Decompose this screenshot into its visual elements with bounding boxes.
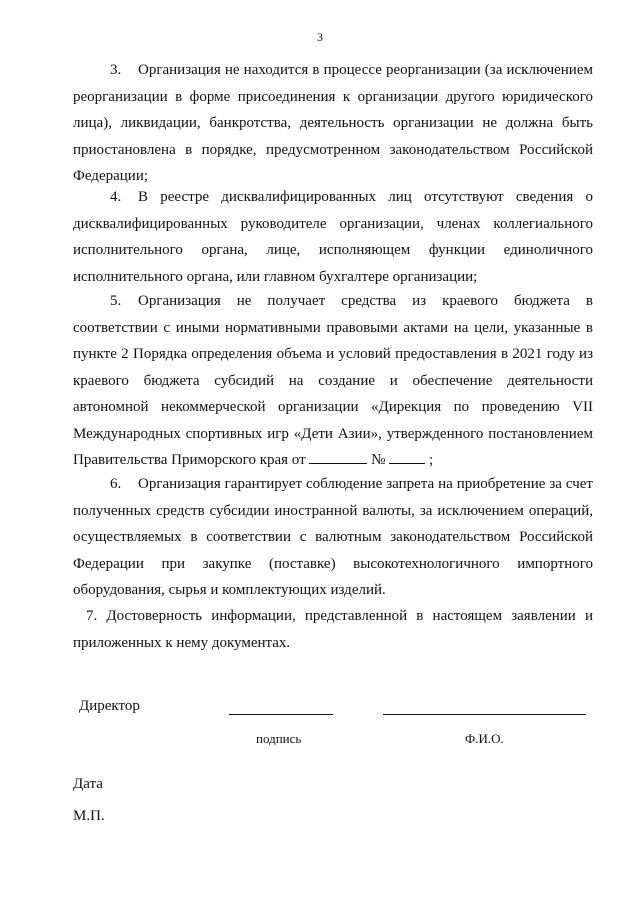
name-line	[383, 714, 586, 715]
item-end: ;	[428, 452, 434, 468]
number-blank	[389, 462, 425, 464]
list-item-4	[73, 184, 593, 290]
date-label: Дата	[73, 776, 103, 792]
item-text: Организация не получает средства из краевого бюджета в соответствии с иными нормативными правовыми актами на цели, указанные в пункте 2 Порядка определения объема и условий предоставления в 2021 году из краевого бюджета субсидий на создание и обеспечение деятельности автономной некоммерческой организации «Дирекция по проведению VII Международных спортивных игр «Дети Азии», утвержденного постановлением Правительства Приморского края от	[73, 293, 593, 468]
item-text: Достоверность информации, представленной в настоящем заявлении и приложенных к нему документах.	[73, 608, 593, 651]
stamp-label: М.П.	[73, 808, 105, 824]
item-number: 7.	[86, 608, 98, 624]
item-text: Организация не находится в процессе реорганизации (за исключением реорганизации в форме присоединения к организации другого юридического лица), ликвидации, банкротства, деятельность организации не должна быть приостановлена в порядке, предусмотренном законодательством Российской Федерации;	[73, 62, 593, 184]
list-item-7	[73, 603, 593, 656]
item-text: В реестре дисквалифицированных лиц отсутствуют сведения о дисквалифицированных руководителе организации, членах коллегиального исполнительного органа, лице, исполняющем функции единоличного исполнительного органа, или главном бухгалтере организации;	[73, 189, 593, 285]
signature-caption: подпись	[256, 731, 302, 746]
signature-role: Директор	[79, 698, 140, 714]
item-number: 6.	[110, 476, 122, 492]
number-sign: №	[371, 452, 386, 468]
date-blank	[309, 462, 367, 464]
signature-line	[229, 714, 333, 715]
item-text: Организация гарантирует соблюдение запрета на приобретение за счет полученных средств субсидии иностранной валюты, за исключением операций, осуществляемых в соответствии с валютным законодательством Российской Федерации при закупке (поставке) высокотехнологичного импортного оборудования, сырья и комплектующих изделий.	[73, 476, 593, 598]
item-number: 3.	[110, 62, 122, 78]
list-item-5	[73, 288, 593, 474]
page-number: 3	[317, 30, 323, 44]
list-item-3	[73, 57, 593, 190]
item-number: 5.	[110, 293, 122, 309]
list-item-6	[73, 471, 593, 604]
item-number: 4.	[110, 189, 122, 205]
name-caption: Ф.И.О.	[465, 731, 504, 746]
